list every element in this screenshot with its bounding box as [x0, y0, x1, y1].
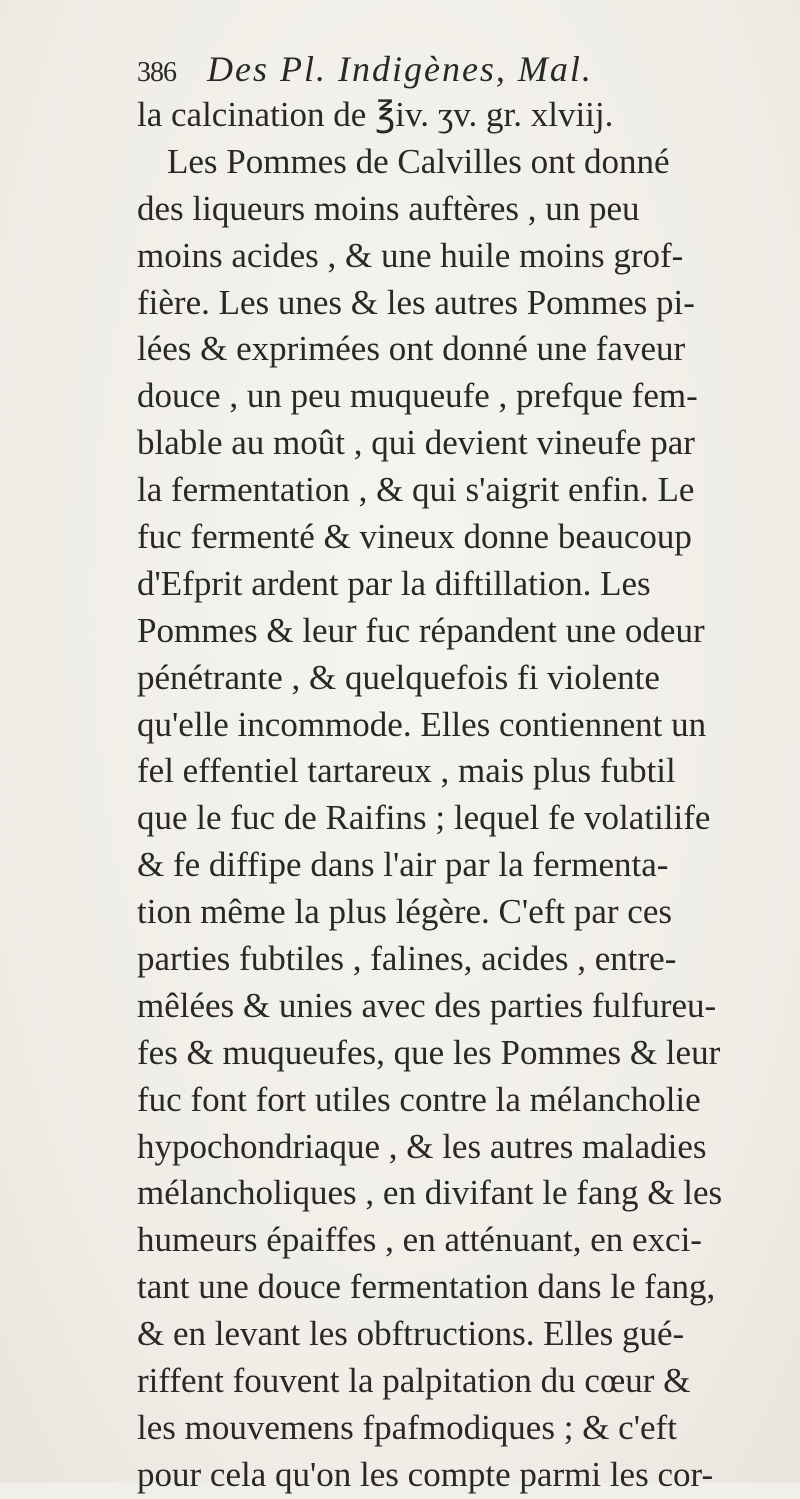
text-line: fuc fermenté & vineux donne beaucoup	[137, 517, 692, 557]
page-number: 386	[137, 57, 176, 88]
text-line: mêlées & unies avec des parties fulfureu-	[137, 985, 717, 1025]
text-line: Pommes & leur fuc répandent une odeur	[137, 610, 705, 650]
text-line: & fe diffipe dans l'air par la fermenta-	[137, 845, 669, 885]
text-line: lées & exprimées ont donné une faveur	[137, 329, 686, 369]
text-line: Les Pommes de Calvilles ont donné	[167, 141, 670, 181]
running-title: Des Pl. Indigènes, Mal.	[207, 49, 593, 89]
text-line: blable au moût , qui devient vineufe par	[137, 423, 695, 463]
text-line: douce , un peu muqueufe , prefque fem-	[137, 376, 698, 416]
page-header	[137, 44, 757, 94]
text-line: la fermentation , & qui s'aigrit enfin. Le	[137, 470, 695, 510]
text-line: moins acides , & une huile moins grof-	[137, 235, 684, 275]
text-line: mélancholiques , en divifant le fang & les	[137, 1173, 723, 1213]
text-line: fuc font fort utiles contre la mélancholie	[137, 1079, 701, 1119]
text-line: les mouvemens fpafmodiques ; & c'eft	[137, 1407, 677, 1447]
text-line: d'Efprit ardent par la diftillation. Les	[137, 563, 651, 603]
text-line: pour cela qu'on les compte parmi les cor-	[137, 1454, 714, 1494]
body-text	[137, 92, 777, 1499]
text-line: tant une douce fermentation dans le fang,	[137, 1267, 716, 1307]
text-line: fel effentiel tartareux , mais plus fubtil	[137, 751, 676, 791]
text-line: riffent fouvent la palpitation du cœur &	[137, 1361, 691, 1401]
text-line: la calcination de ℥iv. ʒv. gr. xlviij.	[137, 95, 614, 134]
text-line: parties fubtiles , falines, acides , entre-	[137, 939, 677, 979]
text-line: tion même la plus légère. C'eft par ces	[137, 892, 672, 932]
text-line: pénétrante , & quelquefois fi violente	[137, 657, 660, 697]
text-line: fière. Les unes & les autres Pommes pi-	[137, 282, 695, 322]
text-line: des liqueurs moins auftères , un peu	[137, 188, 640, 228]
text-line: fes & muqueufes, que les Pommes & leur	[137, 1032, 721, 1072]
text-line: hypochondriaque , & les autres maladies	[137, 1126, 707, 1166]
text-line: qu'elle incommode. Elles contiennent un	[137, 704, 707, 744]
text-line: humeurs épaiffes , en atténuant, en exci-	[137, 1220, 702, 1260]
text-line: & en levant les obftructions. Elles gué-	[137, 1314, 685, 1354]
text-line: que le fuc de Raifins ; lequel fe volatilife	[137, 798, 711, 838]
